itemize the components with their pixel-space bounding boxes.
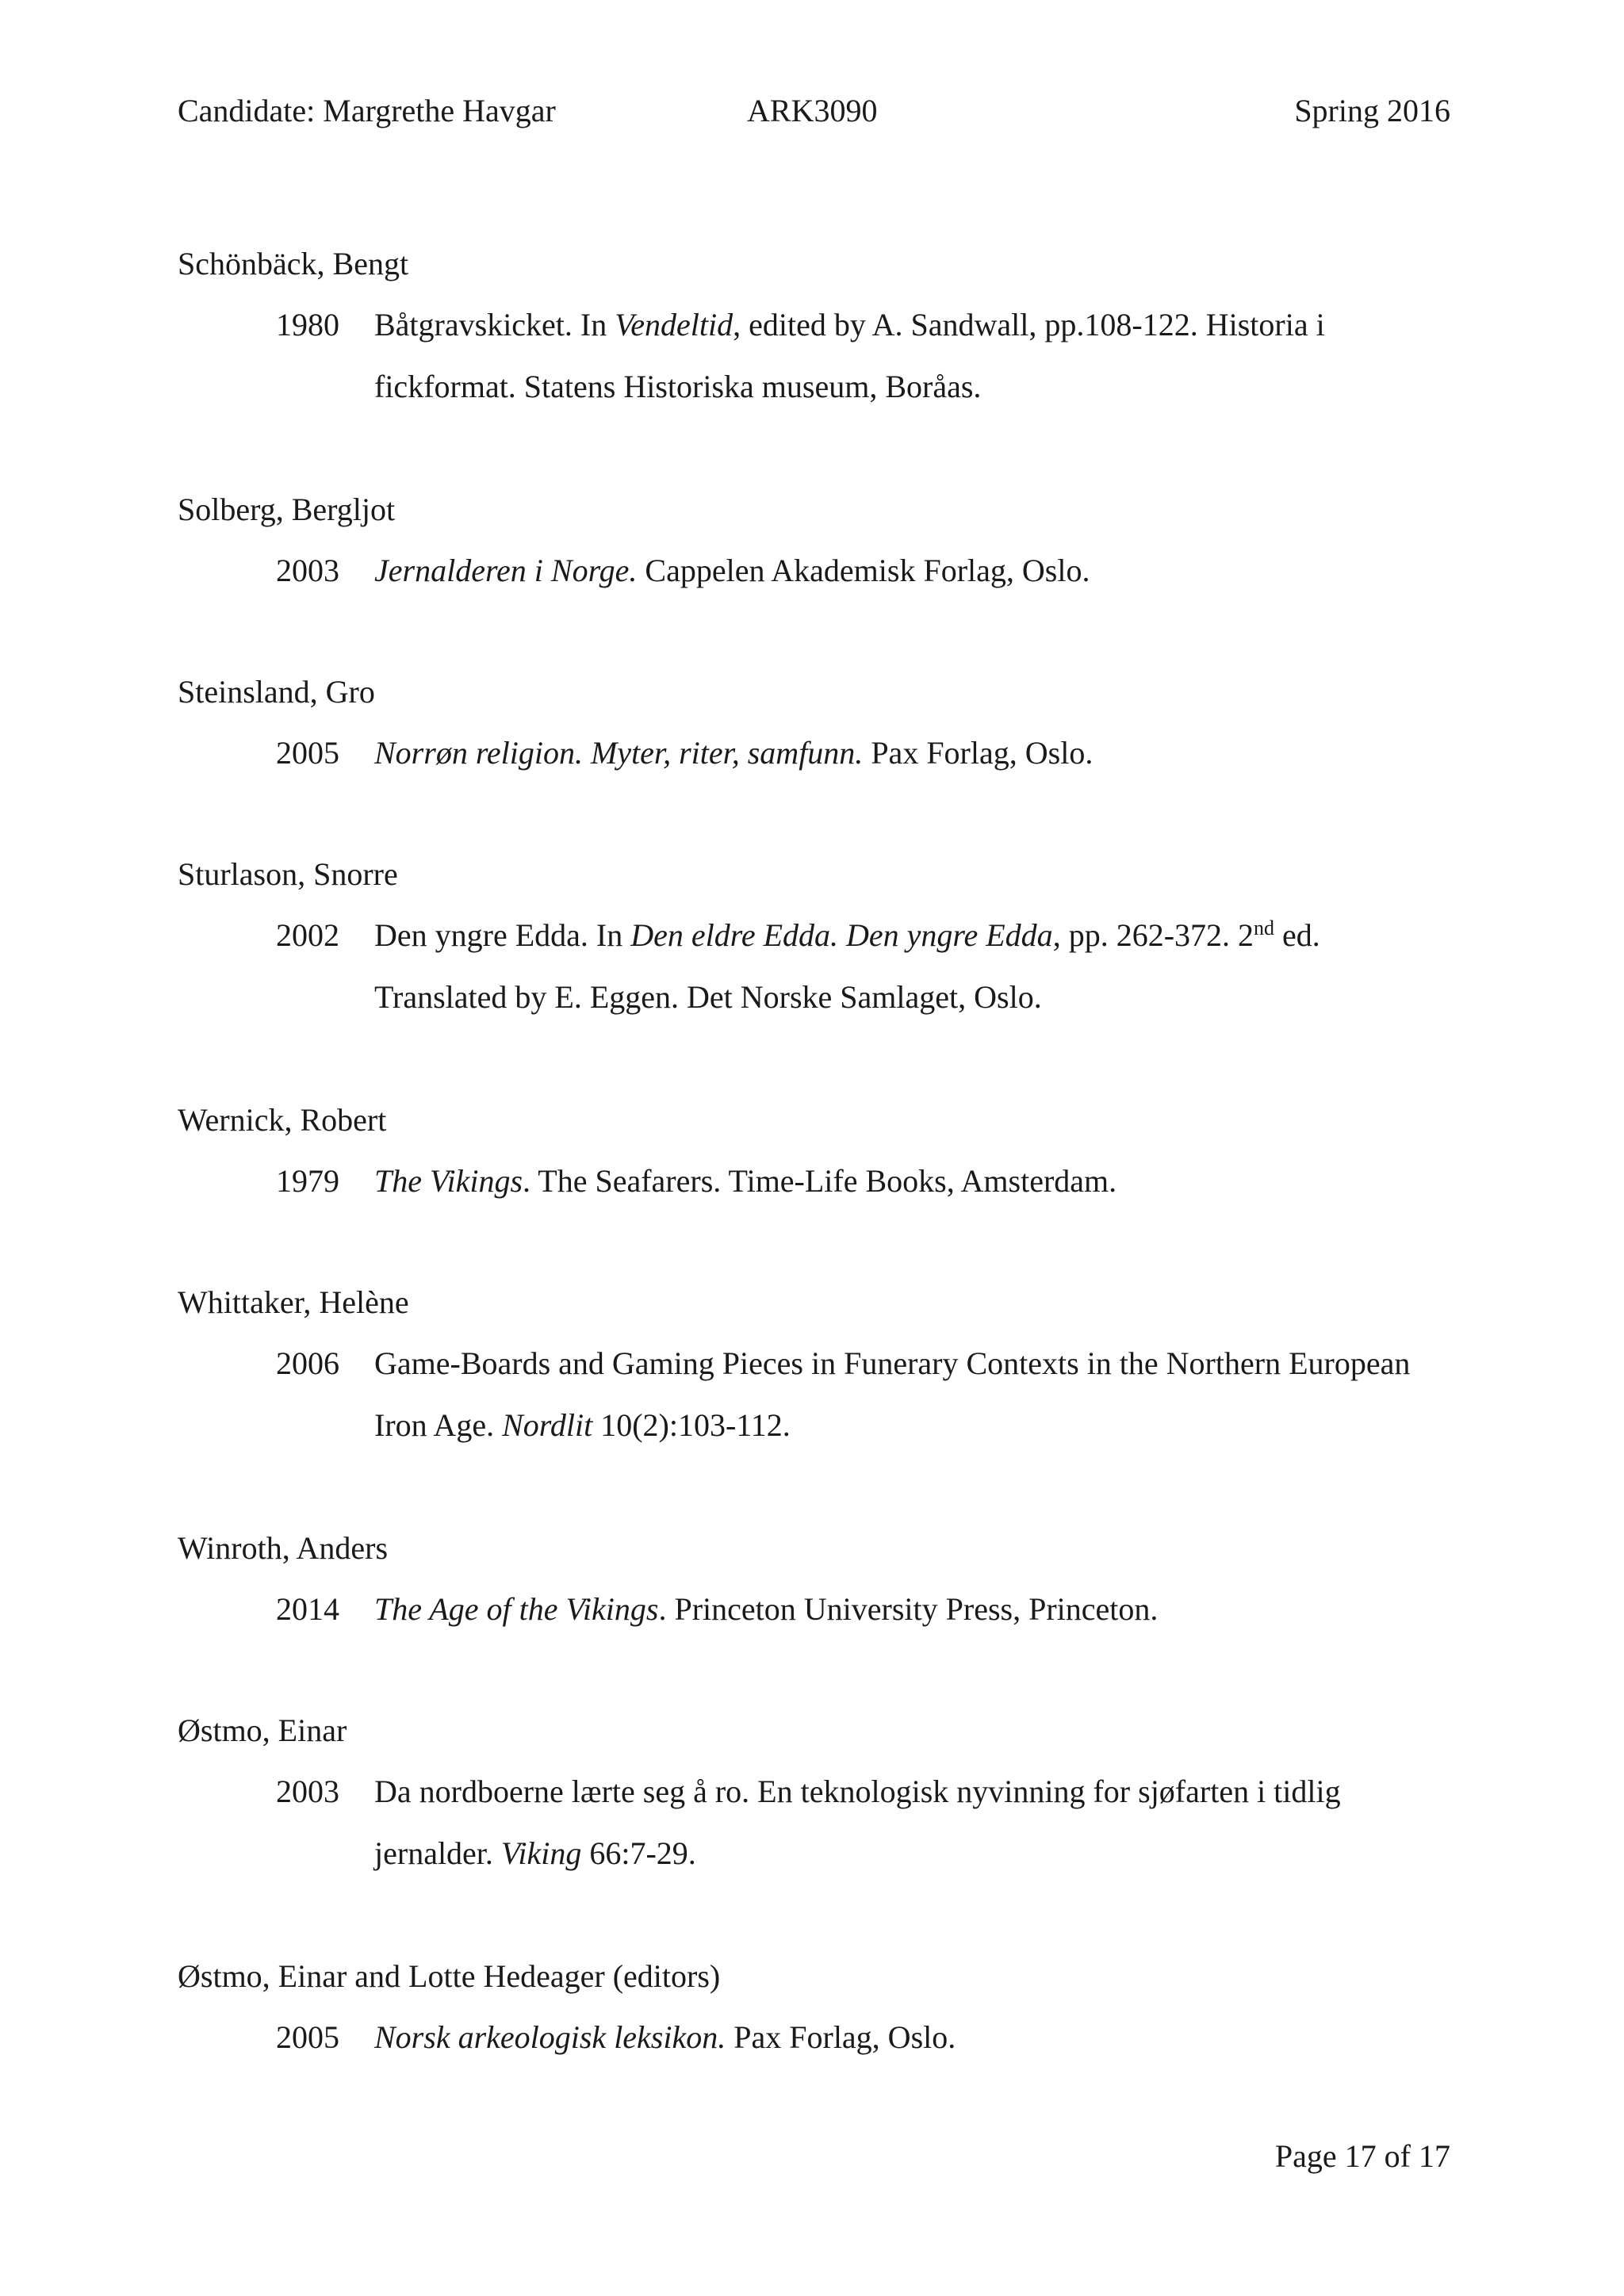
entry-author: Wernick, Robert bbox=[178, 1102, 387, 1138]
entry-year: 2003 bbox=[276, 553, 339, 588]
entry-year: 1979 bbox=[276, 1163, 339, 1199]
entry-author: Solberg, Bergljot bbox=[178, 492, 396, 527]
entry-year: 2002 bbox=[276, 917, 339, 953]
entry-citation-line: Jernalderen i Norge. Cappelen Akademisk Forlag, Oslo. bbox=[374, 553, 1090, 588]
page-number: Page 17 of 17 bbox=[1274, 2138, 1450, 2174]
entry-citation-line: The Age of the Vikings. Princeton University Press, Princeton. bbox=[374, 1591, 1159, 1627]
entry-year: 2003 bbox=[276, 1774, 339, 1809]
entry-year: 2005 bbox=[276, 2019, 339, 2055]
entry-year: 1980 bbox=[276, 307, 339, 342]
entry-author: Steinsland, Gro bbox=[178, 674, 375, 710]
entry-citation-line: The Vikings. The Seafarers. Time-Life Books, Amsterdam. bbox=[374, 1163, 1117, 1199]
entry-citation-line: Norrøn religion. Myter, riter, samfunn. Pax Forlag, Oslo. bbox=[374, 735, 1094, 771]
entry-citation-line: Translated by E. Eggen. Det Norske Samlaget, Oslo. bbox=[374, 979, 1042, 1015]
entry-year: 2005 bbox=[276, 735, 339, 771]
entry-citation-line: Båtgravskicket. In Vendeltid, edited by A. Sandwall, pp.108-122. Historia i bbox=[374, 307, 1325, 342]
header-course: ARK3090 bbox=[747, 93, 878, 128]
entry-citation-line: Da nordboerne lærte seg å ro. En teknologisk nyvinning for sjøfarten i tidlig bbox=[374, 1774, 1341, 1809]
entry-author: Whittaker, Helène bbox=[178, 1284, 409, 1320]
entry-author: Schönbäck, Bengt bbox=[178, 246, 409, 281]
header-term: Spring 2016 bbox=[1294, 93, 1450, 128]
header-candidate: Candidate: Margrethe Havgar bbox=[178, 93, 556, 128]
entry-author: Østmo, Einar bbox=[178, 1712, 347, 1748]
entry-citation-line: Den yngre Edda. In Den eldre Edda. Den yngre Edda, pp. 262-372. 2nd ed. bbox=[374, 916, 1320, 953]
entry-citation-line: jernalder. Viking 66:7-29. bbox=[374, 1835, 696, 1871]
entry-citation-line: Game-Boards and Gaming Pieces in Funerary Contexts in the Northern European bbox=[374, 1345, 1411, 1381]
entry-year: 2014 bbox=[276, 1591, 339, 1627]
entry-citation-line: Iron Age. Nordlit 10(2):103-112. bbox=[374, 1407, 791, 1443]
entry-author: Sturlason, Snorre bbox=[178, 856, 398, 892]
entry-citation-line: fickformat. Statens Historiska museum, Boråas. bbox=[374, 369, 982, 404]
entry-author: Winroth, Anders bbox=[178, 1530, 389, 1566]
entry-citation-line: Norsk arkeologisk leksikon. Pax Forlag, Oslo. bbox=[374, 2019, 956, 2055]
entry-author: Østmo, Einar and Lotte Hedeager (editors) bbox=[178, 1958, 721, 1994]
entry-year: 2006 bbox=[276, 1345, 339, 1381]
ordinal-superscript: nd bbox=[1254, 916, 1275, 939]
